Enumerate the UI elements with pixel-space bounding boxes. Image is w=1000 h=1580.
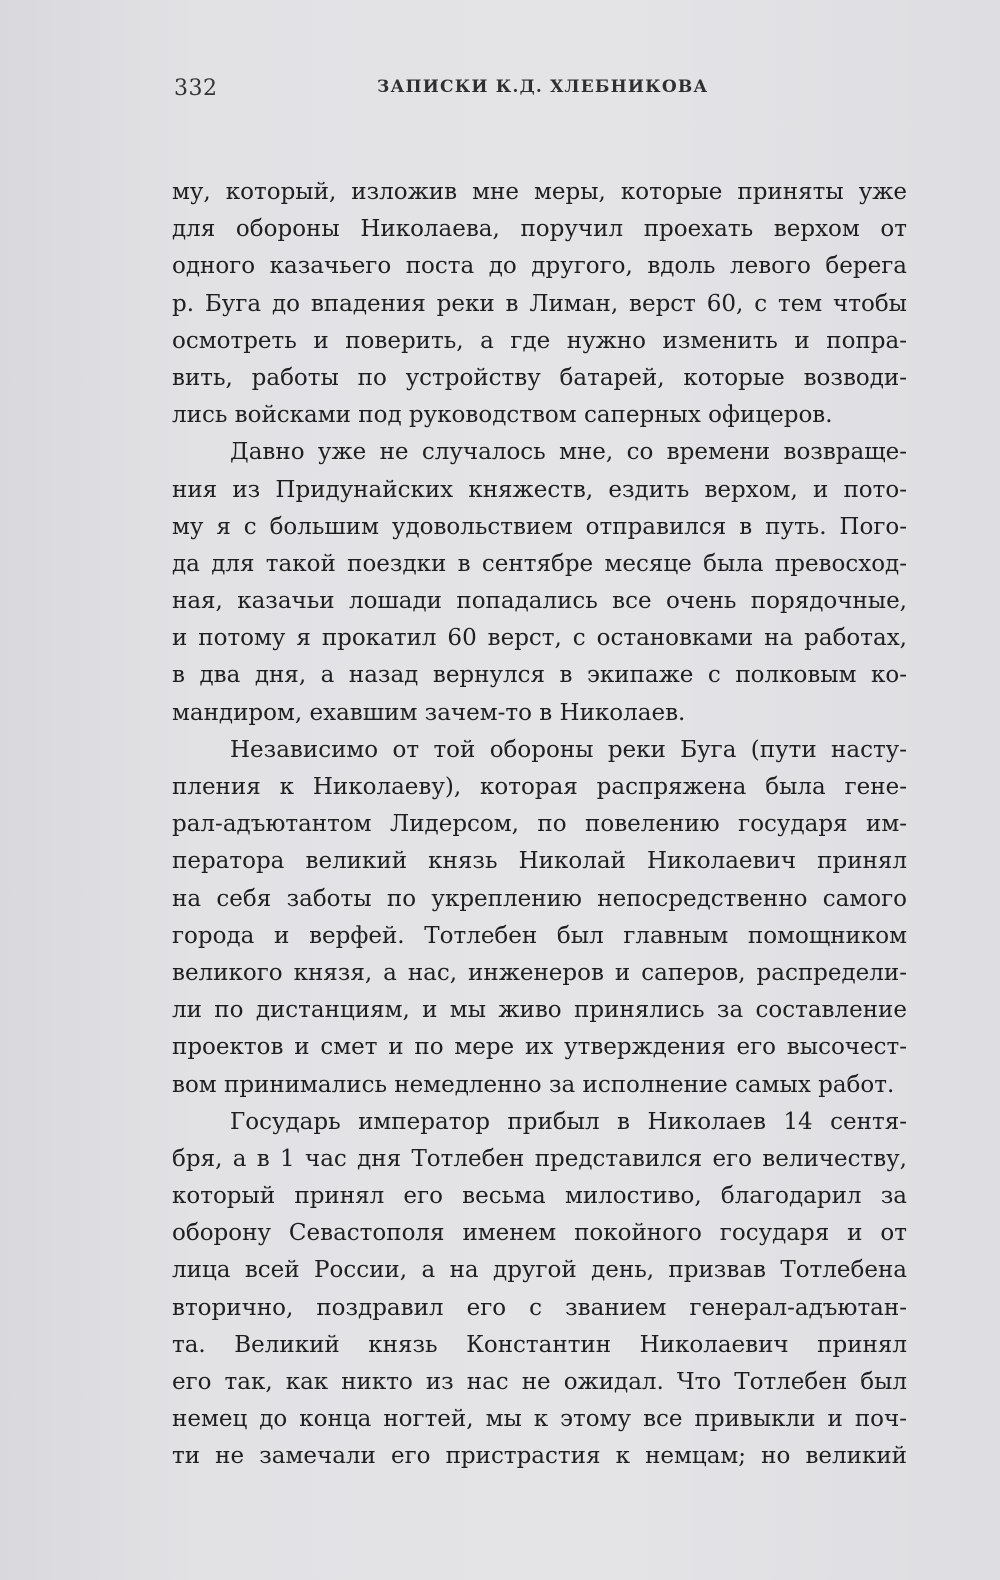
text-line: лица всей России, а на другой день, призвав Тотлебена: [172, 1257, 907, 1284]
running-head: [172, 68, 907, 108]
text-line: лись войсками под руководством саперных офицеров.: [172, 402, 833, 429]
text-line: ния из Придунайских княжеств, ездить верхом, и пото-: [172, 476, 907, 503]
text-line: ператора великий князь Николай Николаевич принял: [172, 848, 907, 875]
text-line: Независимо от той обороны реки Буга (пути насту-: [230, 736, 907, 763]
text-line: на себя заботы по укреплению непосредственно самого: [172, 885, 907, 912]
running-title: ЗАПИСКИ К.Д. ХЛЕБНИКОВА: [377, 77, 709, 97]
text-line: осмотреть и поверить, а где нужно изменить и попра-: [172, 327, 907, 354]
text-line: ли по дистанциям, и мы живо принялись за составление: [172, 997, 907, 1024]
text-line: одного казачьего поста до другого, вдоль левого берега: [172, 253, 907, 280]
text-line: вом принимались немедленно за исполнение самых работ.: [172, 1071, 895, 1098]
text-line: оборону Севастополя именем покойного государя и от: [172, 1220, 907, 1247]
text-line: пления к Николаеву), которая распряжена была гене-: [172, 774, 907, 800]
text-line: му, который, изложив мне меры, которые приняты уже: [172, 179, 907, 205]
text-line: который принял его весьма милостиво, благодарил за: [172, 1183, 907, 1210]
text-line: бря, а в 1 час дня Тотлебен представился его величеству,: [172, 1145, 907, 1172]
text-line: проектов и смет и по мере их утверждения его высочест-: [172, 1034, 907, 1061]
text-line: рал-адъютантом Лидерсом, по повелению государя им-: [172, 811, 907, 838]
text-line: Давно уже не случалось мне, со времени возвраще-: [230, 439, 907, 466]
page-number: 332: [174, 76, 218, 101]
text-line: для обороны Николаева, поручил проехать верхом от: [172, 216, 907, 243]
text-line: в два дня, а назад вернулся в экипаже с полковым ко-: [172, 662, 907, 689]
text-line: мандиром, ехавшим зачем-то в Николаев.: [172, 699, 686, 726]
text-line: вить, работы по устройству батарей, которые возводи-: [172, 364, 907, 391]
text-line: Государь император прибыл в Николаев 14 сентя-: [230, 1108, 907, 1135]
text-line: да для такой поездки в сентябре месяце была превосход-: [172, 550, 907, 577]
text-line: ти не замечали его пристрастия к немцам; но великий: [172, 1443, 907, 1470]
text-line: вторично, поздравил его с званием генерал-адъютан-: [172, 1294, 907, 1321]
text-line: великого князя, а нас, инженеров и саперов, распредели-: [172, 959, 907, 986]
text-line: и потому я прокатил 60 верст, с остановками на работах,: [172, 625, 907, 652]
text-line: му я с большим удовольствием отправился в путь. Пого-: [172, 513, 907, 540]
text-line: немец до конца ногтей, мы к этому все привыкли и поч-: [172, 1406, 907, 1433]
text-line: ная, казачьи лошади попадались все очень порядочные,: [172, 588, 907, 615]
body-text: [172, 174, 907, 1476]
text-line: р. Буга до впадения реки в Лиман, верст 60, с тем чтобы: [172, 290, 907, 317]
text-line: та. Великий князь Константин Николаевич принял: [172, 1331, 907, 1358]
text-line: города и верфей. Тотлебен был главным помощником: [172, 922, 907, 949]
text-line: его так, как никто из нас не ожидал. Что Тотлебен был: [172, 1369, 907, 1395]
